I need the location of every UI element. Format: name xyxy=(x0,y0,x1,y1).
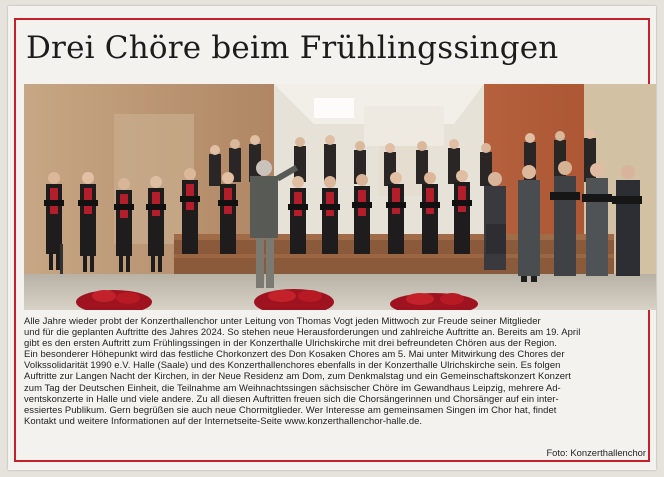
article-line: Ein besonderer Höhepunkt wird das festliche Chorkonzert des Don Kosaken Chores am 5. Mai unter Mitwirkung des Chores der xyxy=(24,349,565,361)
newspaper-clipping xyxy=(8,6,656,470)
photo-credit: Foto: Konzerthallenchor xyxy=(546,447,646,458)
article-body xyxy=(24,316,650,427)
article-line: ventskonzerte in Halle und viele andere. Zu all diesen Auftritten freuen sich die Chorsängerinnen und Chorsänger auf ein inter- xyxy=(24,393,559,405)
article-line: und für die geplanten Auftritte des Jahres 2024. So stehen neue Herausforderungen und zahlreiche Auftritte an. Bereits am 19. April xyxy=(24,327,581,339)
article-line: Alle Jahre wieder probt der Konzerthallenchor unter Leitung von Thomas Vogt jeden Mittwoch zur Freude seiner Mitglieder xyxy=(24,316,541,327)
choir-photo xyxy=(24,84,656,310)
choir-photo-illustration xyxy=(24,84,656,310)
article-line: Volkssolidarität 1990 e.V. Halle (Saale) und des Konzerthallenchores ebenfalls in der Konzerthalle Ulrichskirche sein. Es folgen xyxy=(24,360,561,372)
article-line: Auftritte zur Langen Nacht der Kirchen, in der Neue Residenz am Dom, zum Denkmalstag und ein Gemeinschaftskonzert Konzert xyxy=(24,371,571,383)
article-line: zum Tag der Deutschen Einheit, die Teilnahme am Weihnachtssingen sächsischer Chöre im Gewandhaus Leipzig, mehrere Ad- xyxy=(24,382,561,394)
article-line: gibt es den ersten Auftritt zum Frühlingssingen in der Konzerthalle Ulrichskirche mit drei befreundeten Chören aus der Region. xyxy=(24,338,557,350)
article-line: Kontakt und weitere Informationen auf der Internetseite-Seite www.konzerthallenchor-halle.de. xyxy=(24,415,423,427)
article-line: essiertes Publikum. Gern begrüßen sie auch neue Chormitglieder. Wer Interesse am gemeinsamen Singen im Chor hat, findet xyxy=(24,404,557,416)
headline: Drei Chöre beim Frühlingssingen xyxy=(26,30,559,66)
